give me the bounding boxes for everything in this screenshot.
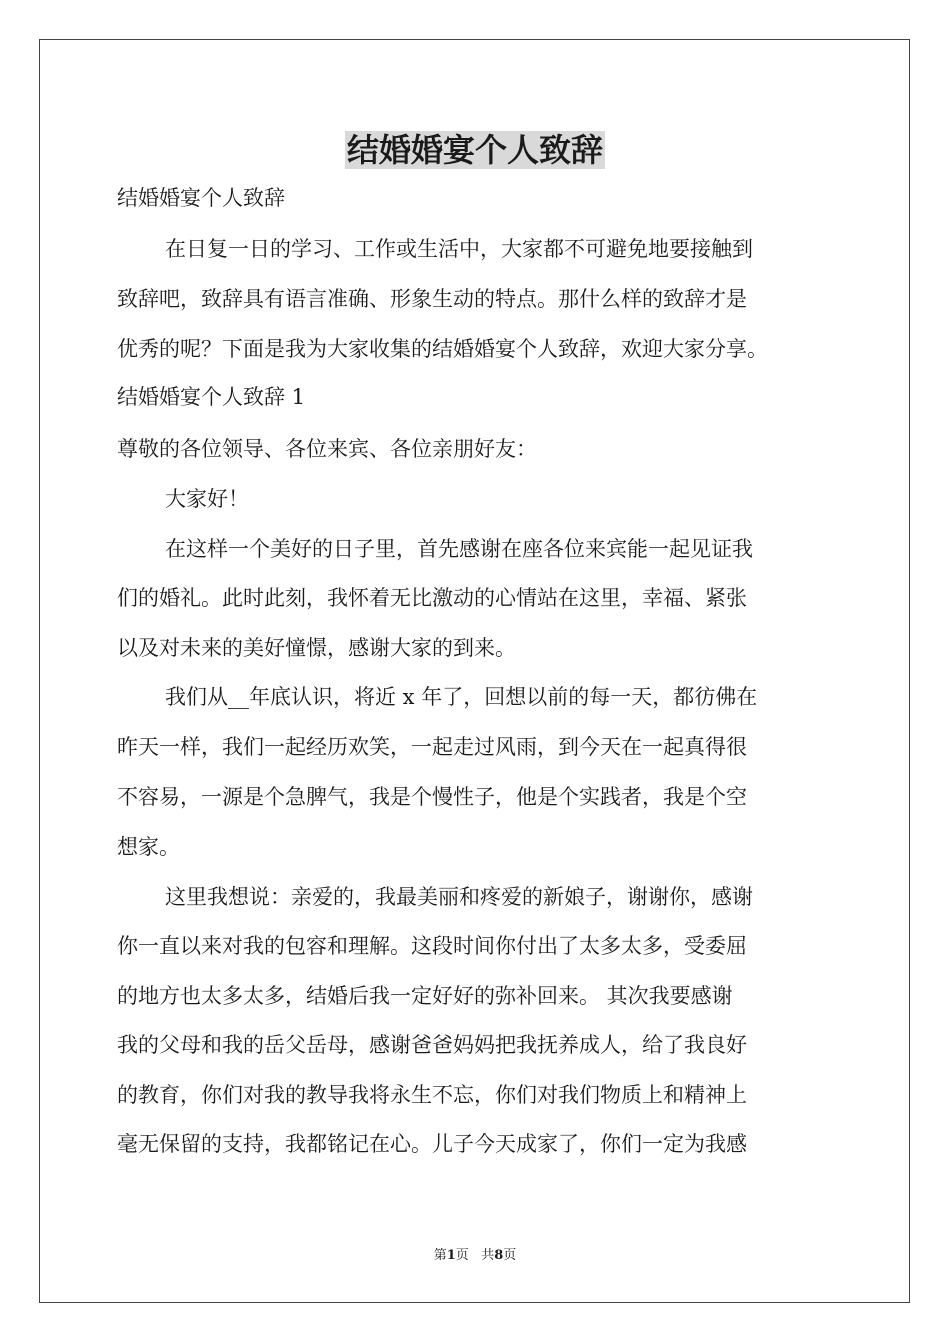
body-line: 想家。 [117,835,180,859]
greeting-line: 大家好！ [165,487,249,511]
body-line: 在日复一日的学习、工作或生活中，大家都不可避免地要接触到 [165,237,753,261]
body-line: 们的婚礼。此时此刻，我怀着无比激动的心情站在这里，幸福、紧张 [117,586,747,610]
body-line: 优秀的呢？下面是我为大家收集的结婚婚宴个人致辞，欢迎大家分享。 [117,337,768,361]
page-suffix: 页 [455,1248,469,1263]
document-title [0,124,950,176]
total-suffix: 页 [503,1248,517,1263]
document-title-text: 结婚婚宴个人致辞 [346,131,603,169]
section-heading: 结婚婚宴个人致辞 1 [117,385,306,409]
subtitle-line: 结婚婚宴个人致辞 [117,186,285,210]
total-prefix: 共 [481,1248,495,1263]
body-line: 我们从__年底认识，将近 x 年了，回想以前的每一天，都彷佛在 [165,685,758,709]
salutation-line: 尊敬的各位领导、各位来宾、各位亲朋好友： [117,437,537,461]
body-line: 致辞吧，致辞具有语言准确、形象生动的特点。那什么样的致辞才是 [117,287,747,311]
body-line: 你一直以来对我的包容和理解。这段时间你付出了太多太多，受委屈 [117,934,747,958]
body-line: 的地方也太多太多，结婚后我一定好好的弥补回来。 其次我要感谢 [117,984,733,1008]
page-prefix: 第 [433,1248,447,1263]
body-line: 不容易，一源是个急脾气，我是个慢性子，他是个实践者，我是个空 [117,785,747,809]
body-line: 我的父母和我的岳父岳母，感谢爸爸妈妈把我抚养成人，给了我良好 [117,1033,747,1057]
body-line: 昨天一样，我们一起经历欢笑，一起走过风雨，到今天在一起真得很 [117,735,747,759]
body-line: 毫无保留的支持，我都铭记在心。儿子今天成家了，你们一定为我感 [117,1132,747,1156]
page-border [39,39,910,1303]
body-line: 这里我想说：亲爱的，我最美丽和疼爱的新娘子，谢谢你，感谢 [165,885,753,909]
body-line: 在这样一个美好的日子里，首先感谢在座各位来宾能一起见证我 [165,537,753,561]
page-footer [0,1247,950,1265]
page-total: 8 [494,1248,504,1263]
body-line: 以及对未来的美好憧憬，感谢大家的到来。 [117,636,516,660]
body-line: 的教育，你们对我的教导我将永生不忘，你们对我们物质上和精神上 [117,1083,747,1107]
page-current: 1 [446,1248,456,1263]
